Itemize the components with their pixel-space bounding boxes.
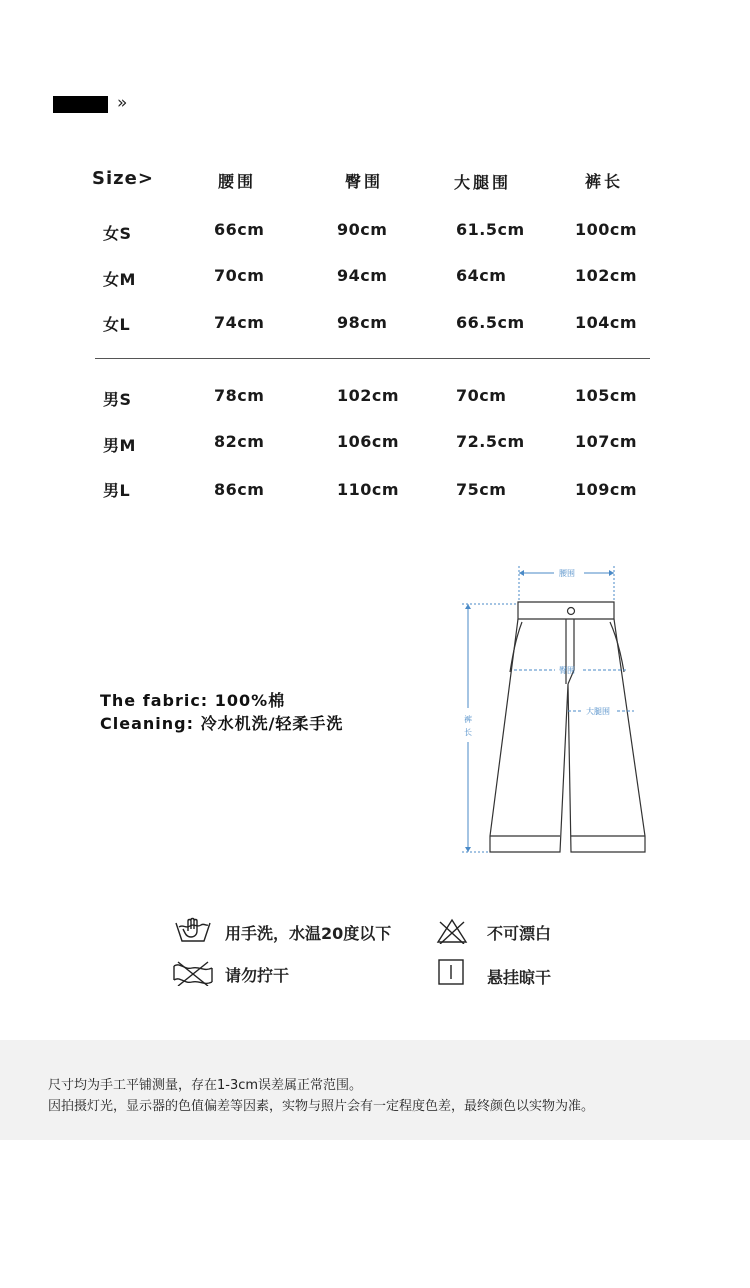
- footer-line-1: 尺寸均为手工平铺测量，存在1-3cm误差属正常范围。: [48, 1078, 363, 1093]
- table-cell: 74cm: [214, 313, 265, 332]
- pants-diagram: [455, 560, 665, 870]
- table-cell: 98cm: [337, 313, 388, 332]
- diagram-length-label-bottom: 长: [464, 728, 472, 737]
- table-cell: 66cm: [214, 220, 265, 239]
- table-cell: 女M: [103, 270, 136, 289]
- table-cell: 75cm: [456, 480, 507, 499]
- no-wring-icon: [172, 960, 214, 986]
- table-cell: 90cm: [337, 220, 388, 239]
- header-bar: [53, 96, 108, 113]
- table-cell: 78cm: [214, 386, 265, 405]
- header-hip: 臀围: [345, 172, 384, 191]
- diagram-hip-label: 臀围: [559, 666, 575, 675]
- table-cell: 104cm: [575, 313, 638, 332]
- table-cell: 70cm: [456, 386, 507, 405]
- hand-wash-icon: [173, 915, 213, 945]
- care-hang-dry: 悬挂晾干: [487, 968, 552, 987]
- table-cell: 106cm: [337, 432, 400, 451]
- table-cell: 70cm: [214, 266, 265, 285]
- table-cell: 100cm: [575, 220, 638, 239]
- no-bleach-icon: [436, 918, 468, 944]
- table-cell: 64cm: [456, 266, 507, 285]
- care-no-wring: 请勿拧干: [225, 966, 290, 985]
- table-cell: 109cm: [575, 480, 638, 499]
- fabric-text: The fabric: 100%棉: [100, 691, 286, 710]
- cleaning-text: Cleaning: 冷水机洗/轻柔手洗: [100, 714, 344, 733]
- diagram-waist-label: 腰围: [559, 569, 575, 578]
- header-waist: 腰围: [218, 172, 257, 191]
- table-cell: 女S: [103, 224, 132, 243]
- table-cell: 94cm: [337, 266, 388, 285]
- care-hand-wash: 用手洗，水温20度以下: [225, 924, 392, 943]
- table-cell: 女L: [103, 315, 131, 334]
- table-cell: 男L: [103, 481, 131, 500]
- care-no-bleach: 不可漂白: [487, 924, 552, 943]
- diagram-thigh-label: 大腿围: [586, 707, 610, 716]
- table-cell: 男M: [103, 436, 136, 455]
- table-cell: 66.5cm: [456, 313, 525, 332]
- table-cell: 102cm: [575, 266, 638, 285]
- table-cell: 72.5cm: [456, 432, 525, 451]
- hang-dry-icon: [438, 959, 464, 985]
- table-cell: 男S: [103, 390, 132, 409]
- table-cell: 102cm: [337, 386, 400, 405]
- footer-note: [0, 1040, 750, 1140]
- table-cell: 105cm: [575, 386, 638, 405]
- header-thigh: 大腿围: [454, 173, 512, 192]
- chevron-right-icon: »: [117, 93, 128, 113]
- table-divider: [95, 358, 650, 359]
- table-cell: 107cm: [575, 432, 638, 451]
- table-cell: 86cm: [214, 480, 265, 499]
- table-cell: 82cm: [214, 432, 265, 451]
- header-size: Size>: [92, 168, 154, 189]
- diagram-length-label-top: 裤: [464, 715, 472, 724]
- table-cell: 61.5cm: [456, 220, 525, 239]
- table-cell: 110cm: [337, 480, 400, 499]
- footer-line-2: 因拍摄灯光，显示器的色值偏差等因素，实物与照片会有一定程度色差，最终颜色以实物为准。: [48, 1099, 595, 1114]
- header-length: 裤长: [585, 172, 624, 191]
